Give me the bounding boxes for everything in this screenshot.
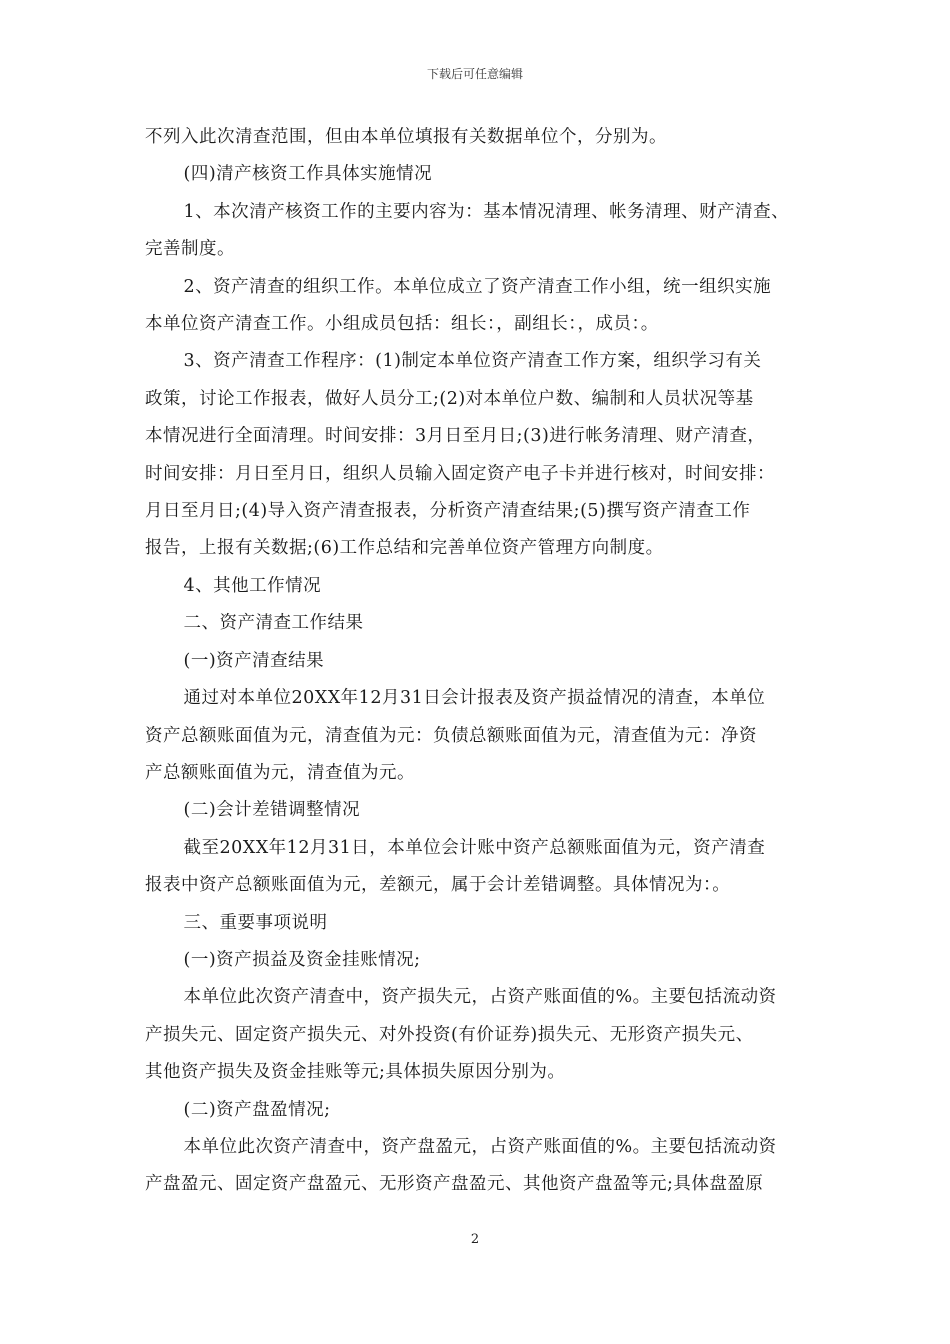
paragraph [145,979,805,1091]
paragraph-line: (一)资产清查结果 [183,650,325,671]
paragraph-line: 政策，讨论工作报表，做好人员分工;(2)对本单位户数、编制和人员状况等基 [145,388,754,409]
paragraph [145,1129,805,1204]
paragraph [145,269,805,344]
paragraph-line: (一)资产损益及资金挂账情况; [183,949,421,970]
paragraph-line: 截至20XX年12月31日，本单位会计账中资产总额账面值为元，资产清查 [183,837,766,858]
paragraph [145,1092,805,1129]
paragraph-line: 产总额账面值为元，清查值为元。 [145,762,415,783]
paragraph-line: 产盘盈元、固定资产盘盈元、无形资产盘盈元、其他资产盘盈等元;具体盘盈原 [145,1174,764,1195]
paragraph-line: 通过对本单位20XX年12月31日会计报表及资产损益情况的清查，本单位 [183,688,766,709]
paragraph-line: 二、资产清查工作结果 [183,613,364,634]
paragraph-line: 报告，上报有关数据;(6)工作总结和完善单位资产管理方向制度。 [145,538,664,559]
paragraph-line: 4、其他工作情况 [183,575,322,596]
paragraph-line: 本单位此次资产清查中，资产损失元，占资产账面值的%。主要包括流动资 [183,987,777,1008]
paragraph-line: 报表中资产总额账面值为元，差额元，属于会计差错调整。具体情况为：。 [145,875,731,896]
paragraph [145,156,805,193]
paragraph [145,830,805,905]
paragraph [145,680,805,792]
page-number: 2 [470,1232,480,1247]
paragraph-line: 资产总额账面值为元，清查值为元：负债总额账面值为元，清查值为元：净资 [145,725,757,746]
paragraph-line: 1、本次清产核资工作的主要内容为：基本情况清理、帐务清理、财产清查、 [183,201,790,222]
paragraph-line: 完善制度。 [145,239,235,260]
paragraph-line: (二)会计差错调整情况 [183,800,361,821]
paragraph [145,792,805,829]
page-header: 下载后可任意编辑 [426,67,523,81]
paragraph-line: 本单位资产清查工作。小组成员包括：组长：，副组长：，成员：。 [145,314,659,335]
paragraph [145,643,805,680]
paragraph-line: 不列入此次清查范围，但由本单位填报有关数据单位个，分别为。 [145,127,667,147]
paragraph-line: 时间安排：月日至月日，组织人员输入固定资产电子卡并进行核对，时间安排： [145,463,775,484]
paragraph-line: 本情况进行全面清理。时间安排：3月日至月日;(3)进行帐务清理、财产清查， [145,426,766,447]
paragraph [145,568,805,605]
paragraph [145,605,805,642]
paragraph [145,905,805,942]
paragraph-line: 3、资产清查工作程序：(1)制定本单位资产清查工作方案，组织学习有关 [183,351,762,372]
paragraph-line: (四)清产核资工作具体实施情况 [183,164,433,185]
paragraph-line: (二)资产盘盈情况; [183,1099,331,1120]
paragraph [145,343,805,567]
paragraph-line: 本单位此次资产清查中，资产盘盈元，占资产账面值的%。主要包括流动资 [183,1136,777,1157]
paragraph-line: 2、资产清查的组织工作。本单位成立了资产清查工作小组，统一组织实施 [183,276,772,297]
document-body [145,119,805,1204]
paragraph-line: 其他资产损失及资金挂账等元;具体损失原因分别为。 [145,1062,566,1083]
paragraph-line: 三、重要事项说明 [183,912,328,933]
paragraph [145,942,805,979]
paragraph-line: 月日至月日;(4)导入资产清查报表，分析资产清查结果;(5)撰写资产清查工作 [145,501,751,522]
paragraph-line: 产损失元、固定资产损失元、对外投资(有价证券)损失元、无形资产损失元、 [145,1024,754,1045]
paragraph [145,194,805,269]
paragraph [145,119,805,156]
